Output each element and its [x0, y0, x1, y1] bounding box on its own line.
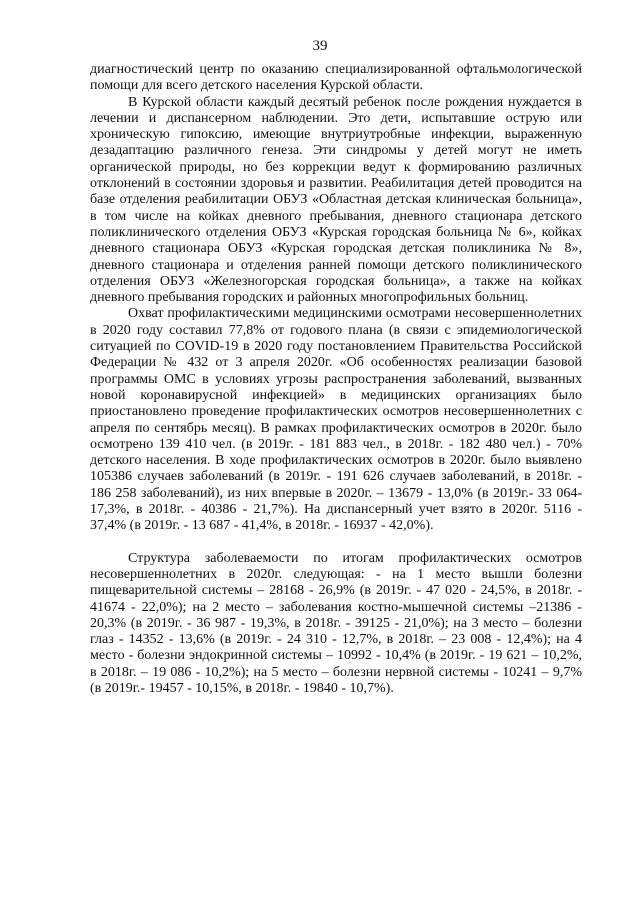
page-number: 39	[312, 38, 328, 54]
paragraph-ophthalmology-center: диагностический центр по оказанию специализированной офтальмологической помощи для всего детского населения Курской области.	[90, 62, 582, 94]
paragraph-spacer	[90, 535, 582, 551]
page-body	[90, 62, 582, 697]
paragraph-rehabilitation: В Курской области каждый десятый ребенок после рождения нуждается в лечении и диспансерном наблюдении. Это дети, испытавшие острую или хроническую гипоксию, имеющие внутриутробные инфекции, выраженную дезадаптацию различного генеза. Эти синдромы у детей могут не иметь органической природы, но без коррекции ведут к формированию различных отклонений в состоянии здоровья и развитии. Реабилитация детей проводится на базе отделения реабилитации ОБУЗ «Областная детская клиническая больница», в том числе на койках дневного пребывания, дневного стационара детского поликлинического отделения ОБУЗ «Курская городская больница № 6», койках дневного стационара ОБУЗ «Курская городская детская поликлиника № 8», дневного стационара и отделения ранней помощи детского поликлинического отделения ОБУЗ «Железногорская городская больница», а также на койках дневного пребывания городских и районных многопрофильных больниц.	[90, 94, 582, 306]
paragraph-preventive-exams: Охват профилактическими медицинскими осмотрами несовершеннолетних в 2020 году составил 77,8% от годового плана (в связи с эпидемиологической ситуацией по COVID-19 в 2020 году постановлением Правительства Российской Федерации № 432 от 3 апреля 2020г. «Об особенностях реализации базовой программы ОМС в условиях угрозы распространения заболеваний, вызванных новой коронавирусной инфекцией» в медицинских организациях было приостановлено проведение профилактических осмотров несовершеннолетних с апреля по сентябрь месяц). В рамках профилактических осмотров в 2020г. было осмотрено 139 410 чел. (в 2019г. - 181 883 чел., в 2018г. - 182 480 чел.) - 70% детского населения. В ходе профилактических осмотров в 2020г. было выявлено 105386 случаев заболеваний (в 2019г. - 191 626 случаев заболеваний, в 2018г. - 186 258 заболеваний), из них впервые в 2020г. – 13679 - 13,0% (в 2019г.- 33 064- 17,3%, в 2018г. - 40386 - 21,7%). На диспансерный учет взято в 2020г. 5116 - 37,4% (в 2019г. - 13 687 - 41,4%, в 2018г. - 16937 - 42,0%).	[90, 306, 582, 534]
paragraph-morbidity-structure: Структура заболеваемости по итогам профилактических осмотров несовершеннолетних в 2020г. следующая: - на 1 место вышли болезни пищеварительной системы – 28168 - 26,9% (в 2019г. - 47 020 - 24,5%, в 2018г. - 41674 - 22,0%); на 2 место – заболевания костно-мышечной системы –21386 - 20,3% (в 2019г. - 36 987 - 19,3%, в 2018г. - 39125 - 21,0%); на 3 место – болезни глаз - 14352 - 13,6% (в 2019г. - 24 310 - 12,7%, в 2018г. – 23 008 - 12,4%); на 4 место - болезни эндокринной системы – 10992 - 10,4% (в 2019г. - 19 621 – 10,2%, в 2018г. – 19 086 - 10,2%); на 5 место – болезни нервной системы - 10241 – 9,7% (в 2019г.- 19457 - 10,15%, в 2018г. - 19840 - 10,7%).	[90, 550, 582, 696]
